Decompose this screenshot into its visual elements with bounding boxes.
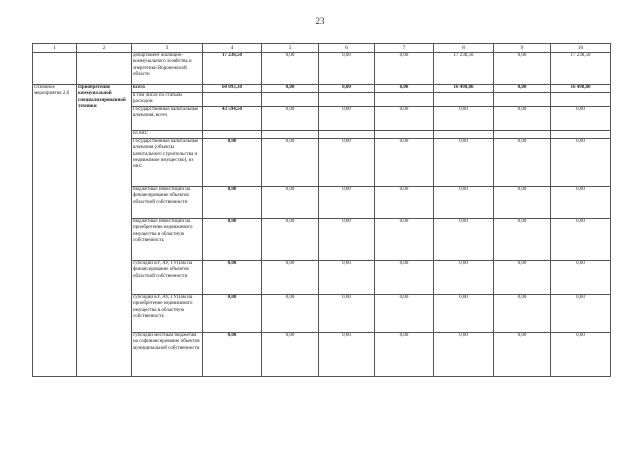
value-cell: 0,00 xyxy=(262,85,319,93)
event-name: Приобретение коммунальной специализированной техники xyxy=(77,85,132,377)
row-description: субсидии БУ, АУ, ГУПам на финансирование объектов областной собственности xyxy=(132,261,203,295)
value-cell: 0,00 xyxy=(319,85,375,93)
value-cell: 0,00 xyxy=(551,107,611,131)
value-cell: 0,00 xyxy=(319,295,375,333)
col-header: 5 xyxy=(262,44,319,53)
value-cell: 0,00 xyxy=(319,187,375,219)
value-cell: 0,00 xyxy=(319,333,375,377)
row-description: из них: xyxy=(132,131,203,139)
value-cell: 0,00 xyxy=(262,139,319,187)
row-description: субсидии местным бюджетам на софинансирование объектов муниципальной собственности xyxy=(132,333,203,377)
value-cell: 0,00 xyxy=(262,333,319,377)
col-header: 7 xyxy=(375,44,434,53)
row-description: департамент жилищно-коммунального хозяйства и энергетики Воронежской области xyxy=(132,53,203,85)
value-cell: 0,00 xyxy=(494,85,551,93)
value-cell: 0,00 xyxy=(203,219,262,261)
value-cell: 0,00 xyxy=(375,53,434,85)
value-cell: 0,00 xyxy=(551,219,611,261)
value-cell: 0,00 xyxy=(375,261,434,295)
value-cell: 0,00 xyxy=(262,261,319,295)
value-cell: 0,00 xyxy=(375,187,434,219)
row-description: Государственные капитальные вложения, всего xyxy=(132,107,203,131)
value-cell: 0,00 xyxy=(203,333,262,377)
value-cell: 0,00 xyxy=(319,107,375,131)
col-header: 10 xyxy=(551,44,611,53)
column-number-row xyxy=(33,44,611,53)
value-cell: 0,00 xyxy=(375,295,434,333)
value-cell: 0,00 xyxy=(319,261,375,295)
value-cell: 0,00 xyxy=(434,295,494,333)
value-cell: 0,00 xyxy=(262,295,319,333)
budget-table xyxy=(32,43,611,377)
col-header: 4 xyxy=(203,44,262,53)
value-cell: 0,00 xyxy=(494,219,551,261)
value-cell: 0,00 xyxy=(262,107,319,131)
value-cell: 0,00 xyxy=(551,187,611,219)
value-cell: 0,00 xyxy=(203,295,262,333)
row-description: Государственные капитальные вложения (объекты капитального строительства и недвижимое имущество), из них: xyxy=(132,139,203,187)
col-header: 2 xyxy=(77,44,132,53)
value-cell: 0,00 xyxy=(262,187,319,219)
row-description: в том числе по статьям расходов: xyxy=(132,93,203,107)
value-cell: 0,00 xyxy=(494,333,551,377)
value-cell: 17 238,50 xyxy=(551,53,611,85)
value-cell: 16 498,80 xyxy=(551,85,611,93)
value-cell: 0,00 xyxy=(434,107,494,131)
value-cell: 0,00 xyxy=(319,139,375,187)
event-code: Основное мероприятие 2.6 xyxy=(33,85,77,377)
row-description: бюджетные инвестиции на финансирование объектов областной собственности xyxy=(132,187,203,219)
value-cell: 0,00 xyxy=(434,261,494,295)
value-cell: 0,00 xyxy=(375,333,434,377)
value-cell: 0,00 xyxy=(551,295,611,333)
col-header: 8 xyxy=(434,44,494,53)
page-number: 23 xyxy=(315,16,325,26)
value-cell: 0,00 xyxy=(203,261,262,295)
value-cell: 0,00 xyxy=(551,261,611,295)
value-cell: 0,00 xyxy=(262,219,319,261)
table-row xyxy=(33,53,611,85)
value-cell: 0,00 xyxy=(203,187,262,219)
value-cell: 0,00 xyxy=(375,85,434,93)
value-cell: 17 238,50 xyxy=(203,53,262,85)
value-cell: 0,00 xyxy=(262,53,319,85)
value-cell: 0,00 xyxy=(494,53,551,85)
col-header: 9 xyxy=(494,44,551,53)
value-cell: 0,00 xyxy=(203,139,262,187)
col-header: 6 xyxy=(319,44,375,53)
value-cell: 0,00 xyxy=(494,295,551,333)
value-cell: 0,00 xyxy=(319,219,375,261)
value-cell: 0,00 xyxy=(319,53,375,85)
row-description: бюджетные инвестиции на приобретение недвижимого имущества в областную собственность xyxy=(132,219,203,261)
value-cell: 0,00 xyxy=(494,187,551,219)
value-cell: 0,00 xyxy=(494,261,551,295)
value-cell: 0,00 xyxy=(375,219,434,261)
value-cell: 0,00 xyxy=(375,139,434,187)
value-cell: 0,00 xyxy=(434,219,494,261)
value-cell: 60 093,30 xyxy=(203,85,262,93)
value-cell: 0,00 xyxy=(434,139,494,187)
value-cell: 0,00 xyxy=(551,333,611,377)
value-cell: 0,00 xyxy=(375,107,434,131)
table-row xyxy=(33,85,611,93)
row-description: субсидии БУ, АУ, ГУПам на приобретение недвижимого имущества в областную собственность xyxy=(132,295,203,333)
value-cell: 0,00 xyxy=(551,139,611,187)
col-header: 3 xyxy=(132,44,203,53)
value-cell: 0,00 xyxy=(434,333,494,377)
value-cell: 16 498,80 xyxy=(434,85,494,93)
value-cell: 43 594,50 xyxy=(203,107,262,131)
value-cell: 17 238,50 xyxy=(434,53,494,85)
value-cell: 0,00 xyxy=(494,107,551,131)
col-header: 1 xyxy=(33,44,77,53)
value-cell: 0,00 xyxy=(494,139,551,187)
row-description: всего xyxy=(132,85,203,93)
value-cell: 0,00 xyxy=(434,187,494,219)
